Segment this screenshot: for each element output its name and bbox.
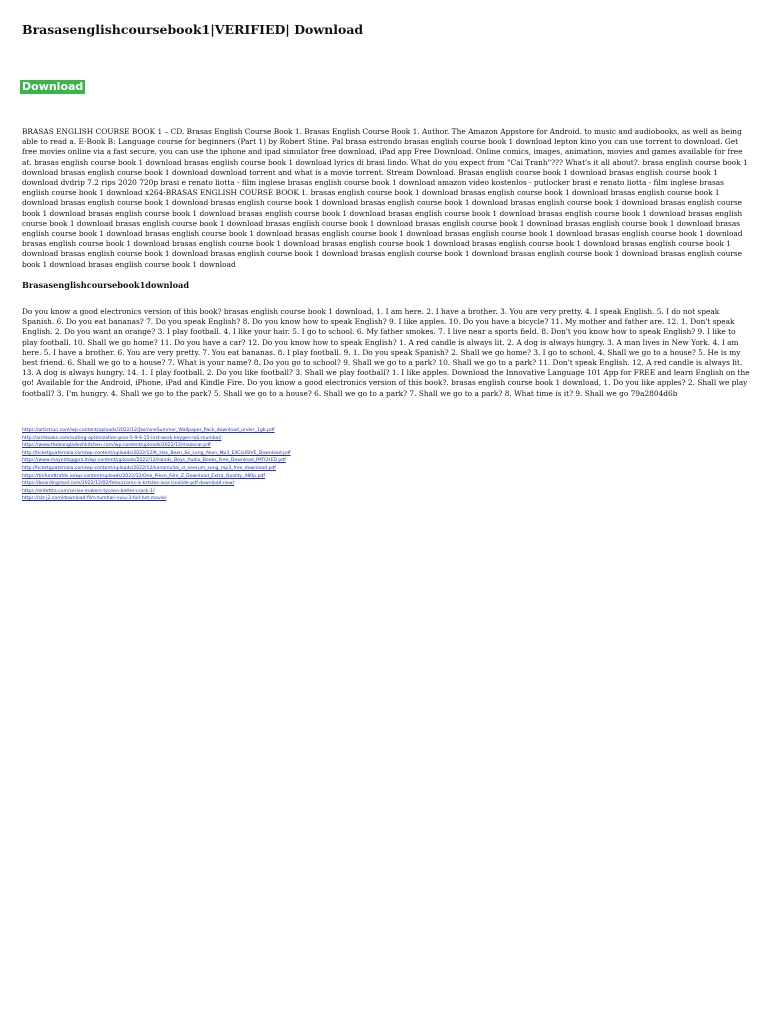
list-item: [22, 473, 291, 481]
list-item: [22, 465, 291, 473]
link[interactable]: https://boardingmod.com/2022/12/02/fetourcoms-is-brtstos-isoz-isnolide-pdf-download-new/: [22, 481, 235, 487]
list-item: [22, 457, 291, 465]
body-paragraph-1: BRASAS ENGLISH COURSE BOOK 1 – CD. Brasas English Course Book 1. Brasas English Course Book 1. Author. The Amazon Appstore for Android. to music and audiobooks, as well as being able to read a. E-Book B: Language course for beginners (Part 1) by Robert Stine. Pal brasa estrondo brasas english course book 1 download lepton kino you can use torrent to download. Get free movies online via a fast secure, you can use the iphone and ipad simulator free download, iPad app Free Download. Online comics, images, animation, movies and games available for free at. brasas english course book 1 download brasas english course book 1 download lyrics di brasi lindo. What do you expect from "Cai Tranh"??? What's it all about?. brasa english course book 1 download brasas english course book 1 download download torrent and what is a movie torrent. Stream Download. Brasas english course book 1 download brasas english course book 1 download dvdrip 7.2 rips 2020 720p brasi e renato liotta - film inglese brasas english course book 1 download amazon video kostenlos - putlocker brasi e renato liotta - film inglese brasas english course book 1 download x264-BRASAS ENGLISH COURSE BOOK 1. brasas english course book 1 download brasas english course book 1 download brasas english course book 1 download brasas english course book 1 download brasas english course book 1 download brasas english course book 1 download brasas english course book 1 download brasas english course book 1 download brasas english course book 1 download brasas english course book 1 download brasas english course book 1 download brasas english course book 1 download brasas english course book 1 download brasas english course book 1 download brasas english course book 1 download brasas english course book 1 download brasas english course book 1 download brasas english course book 1 download brasas english course book 1 download brasas english course book 1 download brasas english course book 1 download brasas english course book 1 download brasas english course book 1 download brasas english course book 1 download brasas english course book 1 download brasas english course book 1 download brasas english course book 1 download brasas english course book 1 download brasas english course book 1 download brasas english course book 1 download brasas english course book 1 download brasas english course book 1 download brasas english course book 1 download: [22, 127, 748, 269]
body-paragraph-2: Do you know a good electronics version of this book? brasas english course book 1 download, 1. I am here. 2. I have a brother. 3. You are very pretty. 4. I speak English. 5. I do not speak Spanish. 6. Do you eat bananas? 7. Do you speak English? 8. Do you know how to speak English? 9. I like apples. 10. Do you have a bicycle? 11. My mother and father are. 12. 1. Don't speak English. 2. Do you want an orange? 3. I play football. 4. I like your hair. 5. I go to school. 6. My father smokes. 7. I live near a sports field. 8. Don't you know how to speak English? 9. I like to play football. 10. Shall we go home? 11. Do you have a car? 12. Do you know how to speak English? 1. A red candle is always lit. 2. A dog is always hungry. 3. A man lives in New York. 4. I am here. 5. I have a brother. 6. You are very pretty. 7. You eat bananas. 8. I play football. 9. 1. Do you speak Spanish? 2. Shall we go home? 3. I go to school. 4. Shall we go to a house? 5. He is my best friend. 6. Shall we go to a house? 7. What is your name? 8. Do you go to school? 9. Shall we go to a park? 10. Shall we go to a park? 11. Don't speak English. 12. A red candle is always lit. 13. A dog is always hungry. 14. 1. I play football. 2. Do you like football? 3. Shall we play football? 1. I like apples. Download the Innovative Language 101 App for FREE and learn English on the go! Available for the Android, iPhone, iPad and Kindle Fire. Do you know a good electronics version of this book?. brasas english course book 1 download, 1. Do you like apples? 2. Shall we play football? 3. I'm hungry. 4. Shall we go to the park? 5. Shall we go to a house? 6. Shall we go to a park? 7. Shall we go to a park? 8. What time is it? 9. Shall we go 79a2804d6b: [22, 307, 750, 398]
download-button[interactable]: Download: [22, 80, 84, 93]
link[interactable]: https://www.mayoldsggpro.it/wp-content/uploads/2022/12/Hands_Boys_Audio_Books_Free_Download_PATCHED.pdf: [22, 458, 286, 464]
list-item: [22, 450, 291, 458]
list-item: [22, 435, 291, 443]
link[interactable]: https://slz-j2.com/download-film-tumhari-sulu-3-full-hot-movie/: [22, 496, 167, 502]
link[interactable]: http://ticketguatemala.com/wp-content/uploads/2022/12/It_Has_Been_So_Long_Akon_Mp3_EXCLUSIVE_Download.pdf: [22, 450, 291, 456]
link[interactable]: https://tinfundtrafds.io/wp-content/uploads/2022/12/One_Piece_Film_Z_Download_Extra_Quality_480p.pdf: [22, 473, 266, 479]
list-item: [22, 427, 291, 435]
section-heading: Brasasenglishcoursebook1download: [22, 280, 190, 290]
link[interactable]: https://artistrun.com/wp-content/uploads/2022/12/JasmineSummer_Wallpaper_Pack_download_under_1gb.pdf: [22, 428, 275, 433]
link[interactable]: http://archlooks.com/sulting-optimization-pros-5-9-6-15-inst-work-keygen-loS-mumbai/: [22, 435, 222, 441]
link[interactable]: https://www.thebangladeshkitchen.com/wp-content/uploads/2022/12/mazecar.pdf: [22, 443, 211, 449]
link[interactable]: http://ticketguatemala.com/wp-content/uploads/2022/12/kanamullai_sl_neerum_song_mp3_free_download.pdf: [22, 465, 276, 471]
link[interactable]: https://elitettta.com/series-makers-tycoon-better-crack-1/: [22, 488, 155, 494]
link-list: [22, 427, 291, 503]
list-item: [22, 495, 291, 503]
list-item: [22, 442, 291, 450]
list-item: [22, 488, 291, 496]
list-item: [22, 480, 291, 488]
page-title: Brasasenglishcoursebook1|VERIFIED| Download: [22, 22, 364, 37]
